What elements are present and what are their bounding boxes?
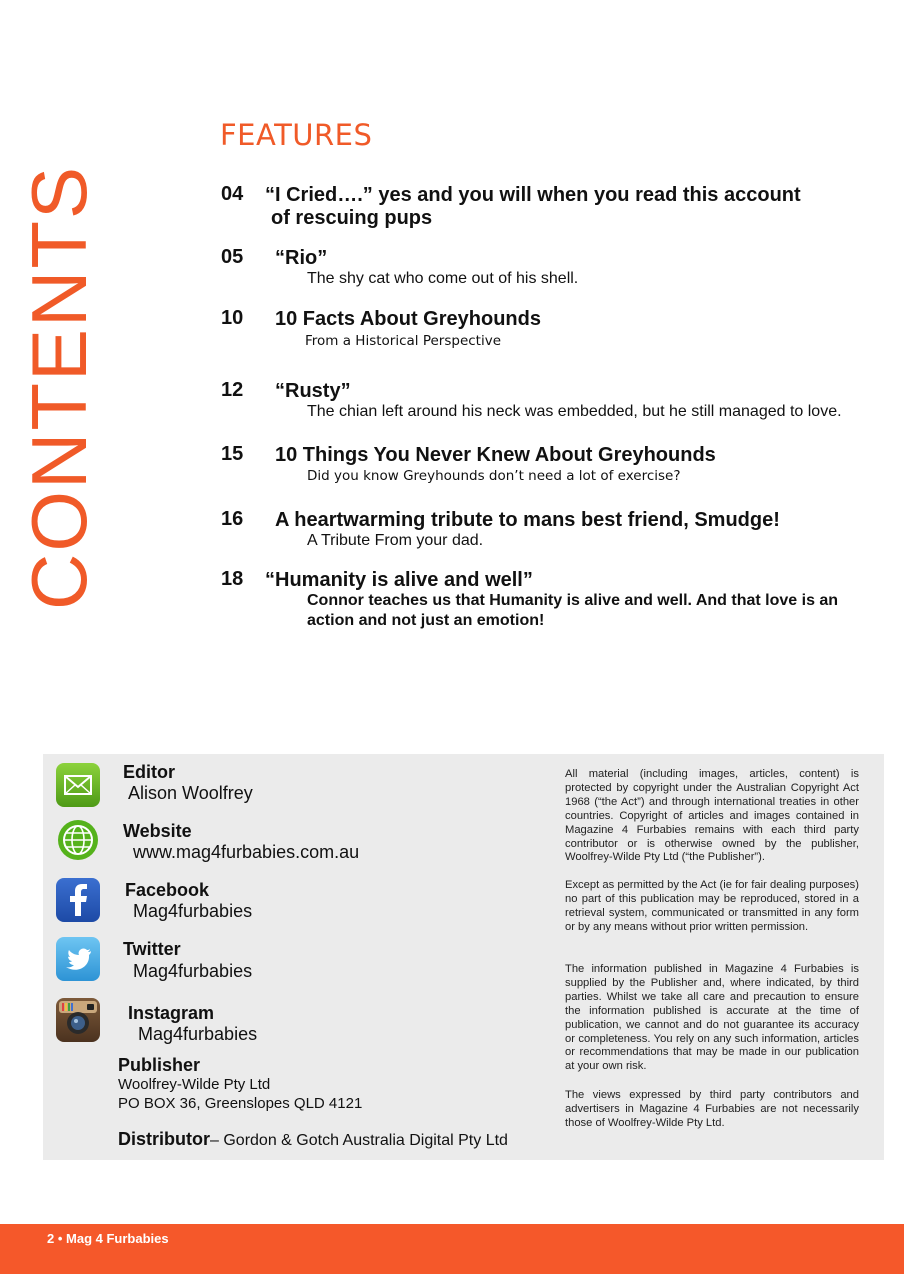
instagram-handle[interactable]: Mag4furbabies: [138, 1024, 258, 1044]
toc-title: A heartwarming tribute to mans best friend, Smudge!: [275, 509, 780, 531]
contents-vertical-heading: CONTENTS: [15, 165, 103, 610]
toc-subtitle: The chian left around his neck was embedded, but he still managed to love.: [307, 403, 842, 420]
toc-subtitle: Connor teaches us that Humanity is alive and well. And that love is an action and not just an emotion!: [307, 592, 839, 629]
instagram-icon[interactable]: [56, 998, 100, 1042]
views-paragraph: The views expressed by third party contributors and advertisers in Magazine 4 Furbabies are not necessarily those of Woolfrey-Wilde Pty Ltd.: [565, 1089, 859, 1129]
toc-title-continued: of rescuing pups: [271, 207, 433, 229]
toc-page-number: 12: [221, 379, 244, 401]
toc-page-number: 04: [221, 183, 244, 205]
publisher-address: PO BOX 36, Greenslopes QLD 4121: [118, 1095, 363, 1112]
globe-icon[interactable]: [56, 818, 100, 862]
distributor-line: [118, 1129, 508, 1150]
reproduction-paragraph: Except as permitted by the Act (ie for fair dealing purposes) no part of this publication may be reproduced, stored in a retrieval system, communicated or transmitted in any form or by any means without prior written permission.: [565, 879, 859, 933]
distributor-label: Distributor: [118, 1129, 210, 1149]
mail-icon[interactable]: [56, 763, 100, 807]
toc-item-16[interactable]: [221, 508, 881, 553]
toc-page-number: 10: [221, 307, 244, 329]
masthead-panel: [43, 754, 884, 1160]
toc-title: “Rio”: [275, 247, 328, 269]
editor-label: Editor: [123, 762, 175, 782]
toc-page-number: 16: [221, 508, 244, 530]
toc-item-18[interactable]: [221, 568, 881, 630]
website-label: Website: [123, 821, 192, 841]
instagram-label: Instagram: [128, 1003, 215, 1023]
toc-subtitle: From a Historical Perspective: [305, 333, 502, 349]
toc-title: “I Cried….” yes and you will when you read this account: [265, 184, 801, 206]
toc-title: 10 Things You Never Knew About Greyhounds: [275, 444, 716, 466]
toc-subtitle: A Tribute From your dad.: [307, 532, 484, 549]
features-heading: FEATURES: [220, 118, 373, 152]
editor-name: Alison Woolfrey: [128, 783, 253, 803]
toc-subtitle: Did you know Greyhounds don’t need a lot of exercise?: [307, 468, 681, 484]
toc-page-number: 18: [221, 568, 244, 590]
twitter-label: Twitter: [123, 939, 181, 959]
facebook-label: Facebook: [125, 880, 210, 900]
toc-title: 10 Facts About Greyhounds: [275, 308, 541, 330]
toc-item-04[interactable]: [221, 183, 881, 233]
twitter-icon[interactable]: [56, 937, 100, 981]
distributor-value: – Gordon & Gotch Australia Digital Pty Ltd: [210, 1132, 508, 1149]
footer-page-label: 2 • Mag 4 Furbabies: [47, 1231, 169, 1246]
toc-page-number: 05: [221, 246, 244, 268]
toc-page-number: 15: [221, 443, 244, 465]
website-url[interactable]: www.mag4furbabies.com.au: [133, 842, 360, 862]
toc-item-15[interactable]: [221, 443, 881, 488]
toc-title: “Humanity is alive and well”: [265, 569, 533, 591]
toc-item-10[interactable]: [221, 307, 881, 352]
copyright-paragraph: All material (including images, articles, content) is protected by copyright under the Australian Copyright Act 1968 (“the Act”) and through international treaties in other countries. Copyright of articles and images contained in Magazine 4 Furbabies remains with each third party contributor or is otherwise owned by the publisher, Woolfrey-Wilde Pty Ltd (“the Publisher”).: [565, 768, 859, 864]
twitter-handle[interactable]: Mag4furbabies: [133, 961, 253, 981]
toc-subtitle: The shy cat who come out of his shell.: [307, 270, 579, 287]
facebook-icon[interactable]: [56, 878, 100, 922]
footer-bar: [0, 1224, 904, 1274]
publisher-label: Publisher: [118, 1055, 201, 1075]
publisher-name: Woolfrey-Wilde Pty Ltd: [118, 1076, 271, 1093]
facebook-handle[interactable]: Mag4furbabies: [133, 901, 253, 921]
toc-title: “Rusty”: [275, 380, 351, 402]
toc-item-05[interactable]: [221, 246, 881, 291]
toc-item-12[interactable]: [221, 379, 881, 424]
disclaimer-paragraph: The information published in Magazine 4 Furbabies is supplied by the Publisher and, where indicated, by third parties. Whilst we take all care and precaution to ensure the information published is accurate at the time of publication, we cannot and do not guarantee its accuracy or completeness. You rely on any such information, articles or recommendations that may be made in our publication at your own risk.: [565, 963, 859, 1073]
